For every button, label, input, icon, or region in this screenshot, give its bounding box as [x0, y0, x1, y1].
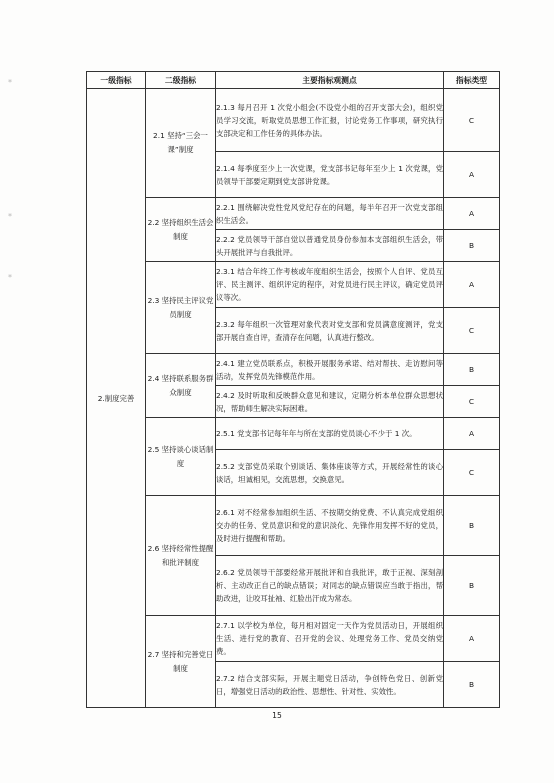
header-row: [87, 72, 500, 89]
header-type: 指标类型: [444, 72, 500, 89]
table-row: [87, 418, 500, 450]
type-cell: A: [444, 262, 500, 308]
table-row: [87, 262, 500, 308]
point-cell: 2.2.2 党员领导干部自觉以普通党员身份参加本支部组织生活会，带头开展批评与自我批评。: [216, 230, 444, 262]
type-cell: C: [444, 450, 500, 496]
point-cell: 2.1.3 每月召开 1 次党小组会(不设党小组的召开支部大会)，组织党员学习交流，听取党员思想工作汇报，讨论党务工作事项，研究执行支部决定和工作任务的具体办法。: [216, 89, 444, 152]
type-cell: B: [444, 556, 500, 616]
page-number: 15: [272, 711, 282, 720]
level2-cell: 2.7 坚持和完善党日制度: [146, 616, 216, 708]
point-cell: 2.6.1 对不经常参加组织生活、不按期交纳党费、不认真完成党组织交办的任务、党员意识和党的意识淡化、先锋作用发挥不好的党员，及时进行提醒和帮助。: [216, 496, 444, 556]
header-points: 主要指标观测点: [216, 72, 444, 89]
level2-cell: 2.4 坚持联系服务群众制度: [146, 354, 216, 418]
type-cell: A: [444, 152, 500, 198]
point-cell: 2.3.2 每年组织一次管理对象代表对党支部和党员满意度测评，党支部开展自查自评，查清存在问题，认真进行整改。: [216, 308, 444, 354]
level1-cell: 2.制度完善: [87, 89, 146, 708]
point-cell: 2.6.2 党员领导干部要经常开展批评和自我批评，敢于正视、深刻剖析、主动改正自己的缺点错误；对同志的缺点错误应当敢于指出，帮助改进，让咬耳扯袖、红脸出汗成为常态。: [216, 556, 444, 616]
type-cell: B: [444, 496, 500, 556]
type-cell: C: [444, 308, 500, 354]
level2-cell: 2.2 坚持组织生活会制度: [146, 198, 216, 262]
table-row: [87, 354, 500, 386]
level2-cell: 2.3 坚持民主评议党员制度: [146, 262, 216, 354]
point-cell: 2.7.2 结合支部实际，开展主题党日活动，争创特色党日、创新党日，增强党日活动的政治性、思想性、针对性、实效性。: [216, 662, 444, 708]
point-cell: 2.7.1 以学校为单位，每月相对固定一天作为党员活动日，开展组织生活、进行党的教育、召开党的会议、处理党务工作、党员交纳党费。: [216, 616, 444, 662]
table-row: [87, 89, 500, 152]
indicator-table: [86, 71, 500, 708]
margin-speck: *: [8, 78, 12, 87]
type-cell: A: [444, 616, 500, 662]
point-cell: 2.5.1 党支部书记每年年与所在支部的党员谈心不少于 1 次。: [216, 418, 444, 450]
point-cell: 2.3.1 结合年终工作考核或年度组织生活会，按照个人自评、党员互评、民主测评、组织评定的程序，对党员进行民主评议，确定党员评议等次。: [216, 262, 444, 308]
level2-cell: 2.1 坚持“三会一课”制度: [146, 89, 216, 198]
type-cell: B: [444, 662, 500, 708]
type-cell: B: [444, 230, 500, 262]
type-cell: A: [444, 418, 500, 450]
table-row: [87, 198, 500, 230]
table-row: [87, 496, 500, 556]
point-cell: 2.2.1 围绕解决党性党风党纪存在的问题，每半年召开一次党支部组织生活会。: [216, 198, 444, 230]
table-row: [87, 616, 500, 662]
point-cell: 2.1.4 每季度至少上一次党课，党支部书记每年至少上 1 次党课，党员领导干部要定期到党支部讲党课。: [216, 152, 444, 198]
type-cell: C: [444, 89, 500, 152]
level2-cell: 2.6 坚持经常性提醒和批评制度: [146, 496, 216, 616]
header-level2: 二级指标: [146, 72, 216, 89]
point-cell: 2.5.2 支部党员采取个别谈话、集体座谈等方式，开展经常性的谈心谈话，坦诚相见，交流思想，交换意见。: [216, 450, 444, 496]
header-level1: 一级指标: [87, 72, 146, 89]
point-cell: 2.4.2 及时听取和反映群众意见和建议，定期分析本单位群众思想状况，帮助师生解决实际困难。: [216, 386, 444, 418]
type-cell: C: [444, 386, 500, 418]
margin-speck: *: [8, 273, 12, 282]
level2-cell: 2.5 坚持谈心谈话制度: [146, 418, 216, 496]
margin-speck: *: [8, 212, 12, 221]
type-cell: B: [444, 354, 500, 386]
point-cell: 2.4.1 建立党员联系点，积极开展服务承诺、结对帮扶、走访慰问等活动，发挥党员先锋模范作用。: [216, 354, 444, 386]
type-cell: A: [444, 198, 500, 230]
